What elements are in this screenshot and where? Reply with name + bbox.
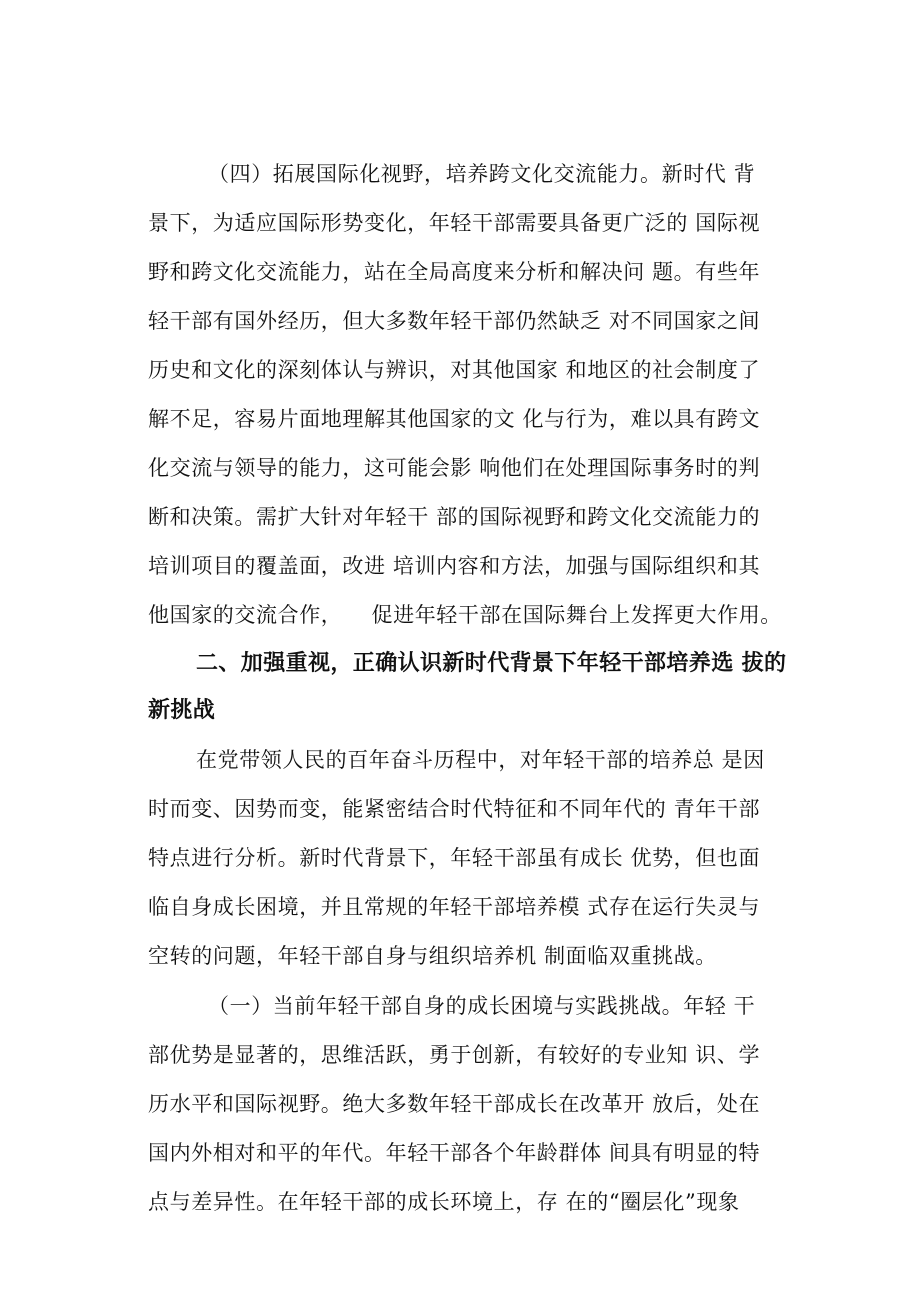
text-line: 临自身成长困境，并且常规的年轻干部培养模 式存在运行失灵与 (148, 895, 761, 919)
heading-line: 新挑战 (148, 698, 216, 723)
text-line: 景下，为适应国际形势变化，年轻干部需要具备更广泛的 国际视 (148, 211, 761, 235)
text-line: 历水平和国际视野。绝大多数年轻干部成长在改革开 放后，处在 (148, 1092, 761, 1116)
text-line: 断和决策。需扩大针对年轻干 部的国际视野和跨文化交流能力的 (148, 505, 761, 529)
text-line: 他国家的交流合作， 促进年轻干部在国际舞台上发挥更大作用。 (148, 603, 782, 627)
text-line: 历史和文化的深刻体认与辨识，对其他国家 和地区的社会制度了 (148, 358, 761, 382)
text-line: 在党带领人民的百年奋斗历程中，对年轻干部的培养总 是因 (196, 748, 765, 772)
text-line: 野和跨文化交流能力，站在全局高度来分析和解决问 题。有些年 (148, 260, 761, 284)
text-line: 时而变、因势而变，能紧密结合时代特征和不同年代的 青年干部 (148, 797, 761, 821)
text-line: 化交流与领导的能力，这可能会影 响他们在处理国际事务时的判 (148, 456, 761, 480)
text-line: 部优势是显著的，思维活跃，勇于创新，有较好的专业知 识、学 (148, 1043, 761, 1067)
text-line: 点与差异性。在年轻干部的成长环境上，存 在的“圈层化”现象 (148, 1190, 740, 1214)
text-line: 轻干部有国外经历，但大多数年轻干部仍然缺乏 对不同国家之间 (148, 309, 761, 333)
text-line: 培训项目的覆盖面，改进 培训内容和方法，加强与国际组织和其 (148, 554, 761, 578)
heading-line: 二、加强重视，正确认识新时代背景下年轻干部培养选 拔的 (196, 651, 787, 676)
text-line: （一）当前年轻干部自身的成长困境与实践挑战。年轻 干 (208, 994, 756, 1018)
text-line: 特点进行分析。新时代背景下，年轻干部虽有成长 优势，但也面 (148, 846, 761, 870)
text-line: 国内外相对和平的年代。年轻干部各个年龄群体 间具有明显的特 (148, 1141, 761, 1165)
text-line: （四）拓展国际化视野，培养跨文化交流能力。新时代 背 (208, 162, 756, 186)
text-line: 解不足，容易片面地理解其他国家的文 化与行为，难以具有跨文 (148, 407, 761, 431)
text-line: 空转的问题，年轻干部自身与组织培养机 制面临双重挑战。 (148, 944, 717, 968)
